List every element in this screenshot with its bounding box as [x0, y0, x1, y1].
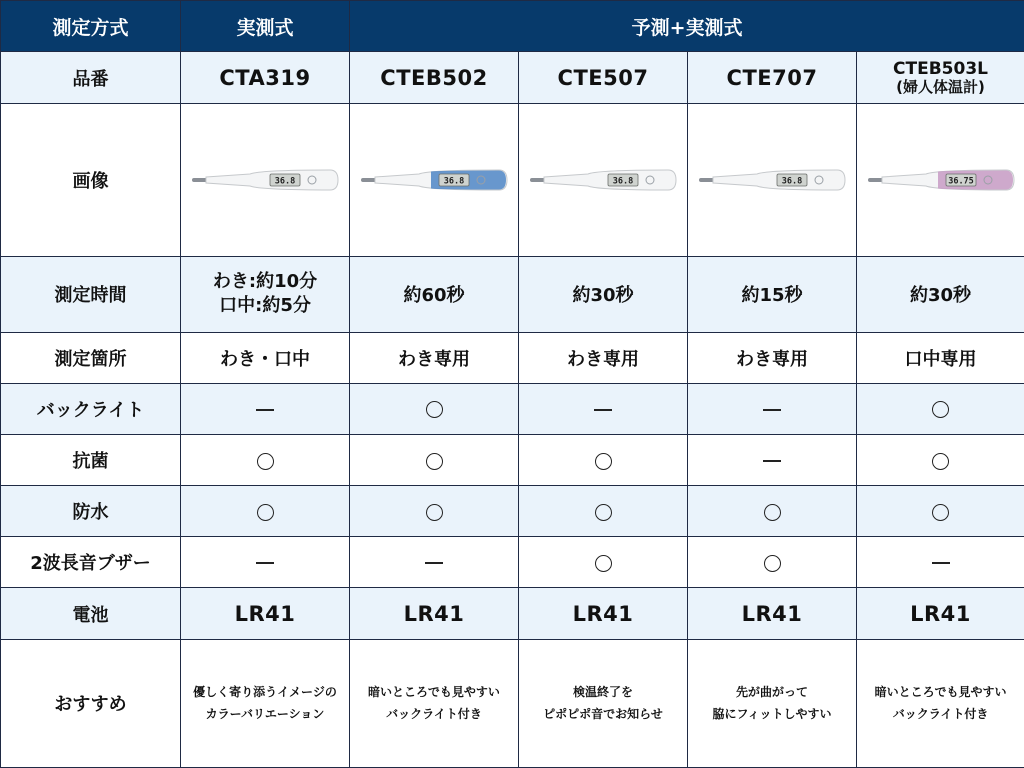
circle-mark: [932, 504, 949, 521]
recommend-cell: [181, 639, 350, 767]
location-cell: わき専用: [350, 332, 519, 383]
header-predictive: 予測+実測式: [350, 1, 1024, 52]
recommend-line: ピポピポ音でお知らせ: [543, 707, 663, 722]
thermometer-image-cell: [688, 104, 857, 256]
mark-cell: [519, 383, 688, 434]
recommend-line: 暗いところでも見やすい: [874, 685, 1007, 700]
feature-mark: [426, 502, 443, 521]
mark-cell: [181, 383, 350, 434]
mark-cell: [857, 486, 1024, 537]
dash-mark: [763, 409, 781, 411]
recommend-line: バックライト付き: [892, 707, 989, 722]
mark-cell: [350, 486, 519, 537]
circle-mark: [764, 504, 781, 521]
feature-mark: [425, 553, 443, 572]
row-label: 測定箇所: [1, 332, 181, 383]
dash-mark: [763, 460, 781, 462]
feature-mark: [932, 553, 950, 572]
thermometer-image-cell: [181, 104, 350, 256]
circle-mark: [426, 453, 443, 470]
row-antibacterial: [1, 435, 1024, 486]
circle-mark: [257, 453, 274, 470]
row-label: 品番: [1, 52, 181, 104]
battery-cell: LR41: [857, 588, 1024, 639]
circle-mark: [595, 504, 612, 521]
recommend-cell: [519, 639, 688, 767]
thermometer-image: [359, 165, 509, 195]
time-line: わき:約10分: [212, 271, 318, 293]
mark-cell: [350, 435, 519, 486]
row-label: 抗菌: [1, 435, 181, 486]
thermometer-image: [866, 165, 1016, 195]
recommend-cell: [857, 639, 1024, 767]
lcd-reading: 36.75: [947, 176, 974, 187]
circle-mark: [595, 453, 612, 470]
model-cell: [857, 52, 1024, 104]
battery-cell: LR41: [181, 588, 350, 639]
circle-mark: [932, 453, 949, 470]
circle-mark: [426, 504, 443, 521]
location-cell: わき・口中: [181, 332, 350, 383]
mark-cell: [857, 537, 1024, 588]
mark-cell: [857, 435, 1024, 486]
row-time: [1, 256, 1024, 332]
circle-mark: [932, 401, 949, 418]
time-line: 口中:約5分: [219, 295, 311, 317]
battery-cell: LR41: [350, 588, 519, 639]
recommend-cell: [350, 639, 519, 767]
circle-mark: [257, 504, 274, 521]
time-cell: [181, 256, 350, 332]
mark-cell: [519, 537, 688, 588]
feature-mark: [763, 451, 781, 470]
thermometer-image: [697, 165, 847, 195]
thermometer-image-cell: [519, 104, 688, 256]
mark-cell: [519, 435, 688, 486]
row-recommend: [1, 639, 1024, 767]
dash-mark: [425, 562, 443, 564]
location-cell: 口中専用: [857, 332, 1024, 383]
mark-cell: [350, 537, 519, 588]
mark-cell: [688, 435, 857, 486]
circle-mark: [426, 401, 443, 418]
row-label: 測定時間: [1, 256, 181, 332]
recommend-line: 先が曲がって: [735, 685, 808, 700]
row-buzzer: [1, 537, 1024, 588]
recommend-line: バックライト付き: [386, 707, 482, 722]
row-image: [1, 104, 1024, 256]
lcd-reading: 36.8: [781, 176, 803, 187]
feature-mark: [932, 399, 949, 418]
dash-mark: [594, 409, 612, 411]
feature-mark: [595, 502, 612, 521]
feature-mark: [257, 502, 274, 521]
dash-mark: [256, 562, 274, 564]
mark-cell: [350, 383, 519, 434]
mark-cell: [519, 486, 688, 537]
mark-cell: [181, 486, 350, 537]
feature-mark: [257, 451, 274, 470]
mark-cell: [857, 383, 1024, 434]
mark-cell: [181, 435, 350, 486]
model-cell: [350, 52, 519, 104]
location-cell: わき専用: [688, 332, 857, 383]
row-label: 電池: [1, 588, 181, 639]
dash-mark: [932, 562, 950, 564]
feature-mark: [764, 553, 781, 572]
row-label: バックライト: [1, 383, 181, 434]
model-cell: [688, 52, 857, 104]
feature-mark: [256, 399, 274, 418]
model-name: CTE707: [726, 65, 818, 90]
recommend-line: 脇にフィットしやすい: [712, 707, 832, 722]
mark-cell: [181, 537, 350, 588]
lcd-reading: 36.8: [274, 176, 296, 187]
row-label: 2波長音ブザー: [1, 537, 181, 588]
feature-mark: [426, 451, 443, 470]
circle-mark: [595, 555, 612, 572]
header-row: [1, 1, 1024, 52]
model-cell: [519, 52, 688, 104]
model-name: CTE507: [557, 65, 649, 90]
header-method-label: 測定方式: [1, 1, 181, 52]
model-name: CTA319: [219, 65, 311, 90]
mark-cell: [688, 486, 857, 537]
thermometer-image-cell: [350, 104, 519, 256]
recommend-line: カラーバリエーション: [205, 707, 325, 722]
recommend-line: 暗いところでも見やすい: [368, 685, 500, 700]
feature-mark: [426, 399, 443, 418]
feature-mark: [256, 553, 274, 572]
thermometer-image-cell: [857, 104, 1024, 256]
row-label: おすすめ: [1, 639, 181, 767]
row-battery: [1, 588, 1024, 639]
row-label: 画像: [1, 104, 181, 256]
model-name: CTEB502: [380, 65, 488, 90]
feature-mark: [763, 399, 781, 418]
lcd-reading: 36.8: [612, 176, 634, 187]
feature-mark: [595, 553, 612, 572]
time-cell: 約15秒: [688, 256, 857, 332]
thermometer-image: [528, 165, 678, 195]
location-cell: わき専用: [519, 332, 688, 383]
thermometer-image: [190, 165, 340, 195]
dash-mark: [256, 409, 274, 411]
feature-mark: [594, 399, 612, 418]
row-backlight: [1, 383, 1024, 434]
time-cell: 約60秒: [350, 256, 519, 332]
recommend-line: 検温終了を: [572, 685, 633, 700]
mark-cell: [688, 537, 857, 588]
row-location: [1, 332, 1024, 383]
row-waterproof: [1, 486, 1024, 537]
lcd-reading: 36.8: [443, 176, 465, 187]
battery-cell: LR41: [688, 588, 857, 639]
feature-mark: [932, 502, 949, 521]
model-name: CTEB503L: [893, 58, 988, 79]
recommend-cell: [688, 639, 857, 767]
feature-mark: [932, 451, 949, 470]
model-subtitle: (婦人体温計): [896, 77, 985, 96]
time-cell: 約30秒: [519, 256, 688, 332]
feature-mark: [595, 451, 612, 470]
row-label: 防水: [1, 486, 181, 537]
time-cell: 約30秒: [857, 256, 1024, 332]
mark-cell: [688, 383, 857, 434]
circle-mark: [764, 555, 781, 572]
model-cell: [181, 52, 350, 104]
header-actual: 実測式: [181, 1, 350, 52]
feature-mark: [764, 502, 781, 521]
recommend-line: 優しく寄り添うイメージの: [193, 685, 337, 700]
battery-cell: LR41: [519, 588, 688, 639]
row-model: [1, 52, 1024, 104]
